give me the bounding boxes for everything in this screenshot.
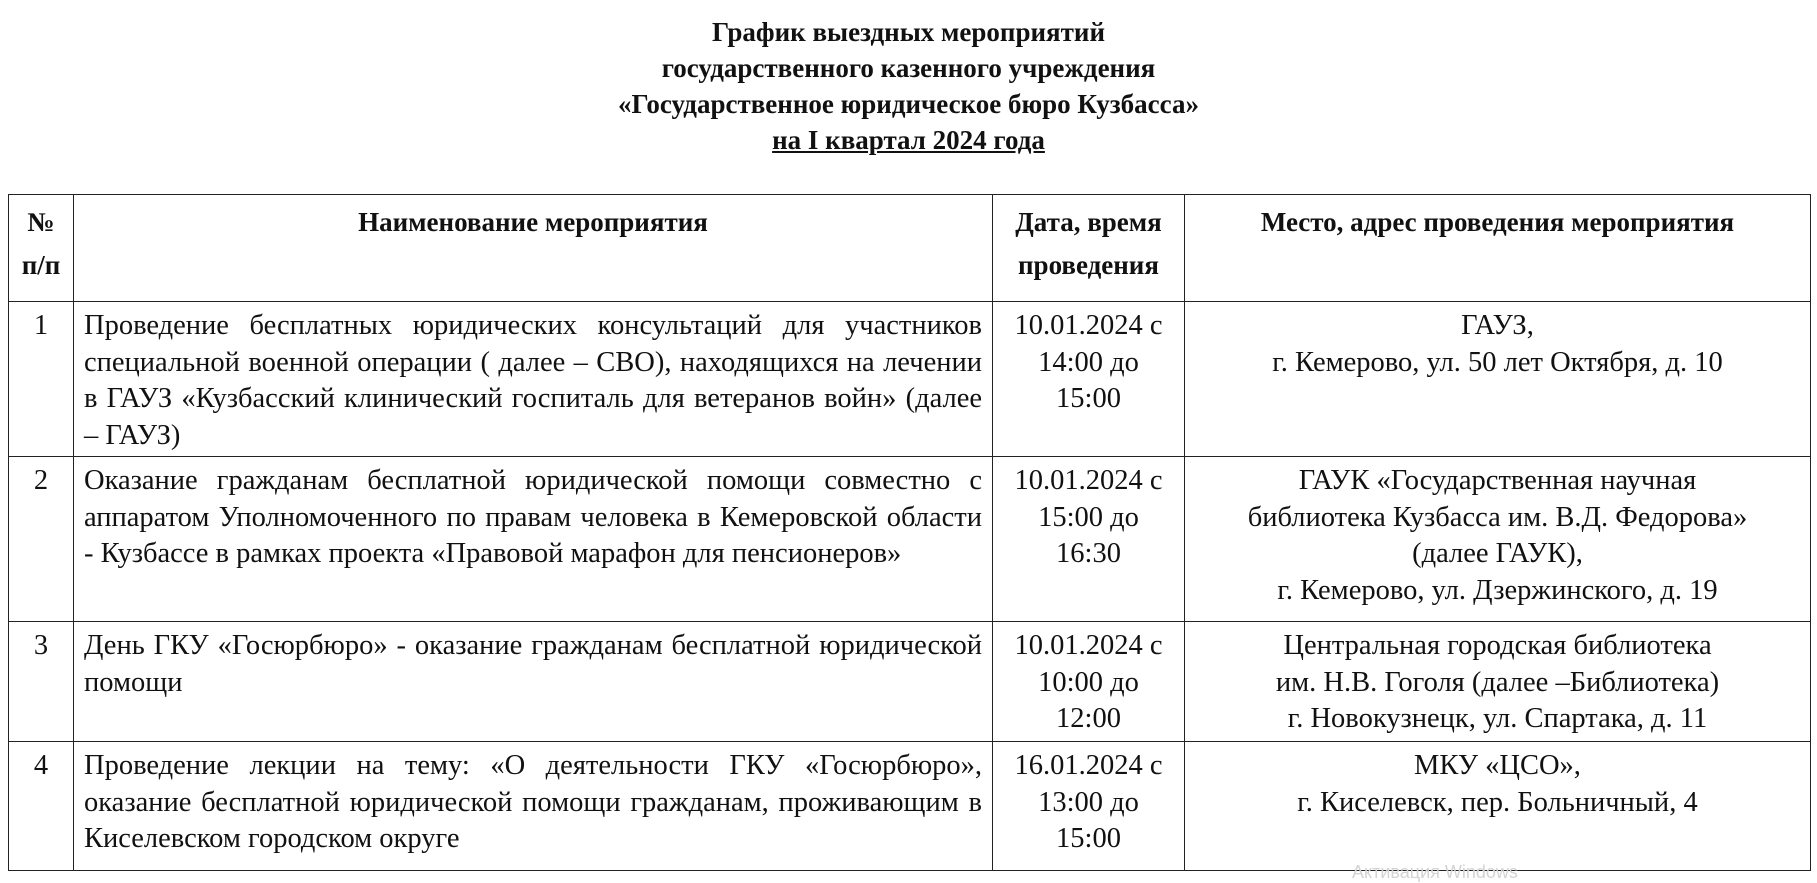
windows-activation-watermark: Активация Windows (1352, 862, 1518, 882)
header-place: Место, адрес проведения мероприятия (1185, 195, 1811, 302)
event-name: Оказание гражданам бесплатной юридической помощи совместно с аппаратом Уполномоченного по правам человека в Кемеровской области - Кузбассе в рамках проекта «Правовой марафон для пенсионеров» (74, 457, 993, 622)
event-name: День ГКУ «Госюрбюро» - оказание гражданам бесплатной юридической помощи (74, 622, 993, 742)
event-place: МКУ «ЦСО», г. Киселевск, пер. Больничный, 4 (1185, 742, 1811, 871)
title-line-4: на I квартал 2024 года (772, 125, 1045, 155)
event-date-time: 10.01.2024 с 14:00 до 15:00 (993, 302, 1185, 457)
table-row (9, 457, 1811, 622)
row-number: 4 (9, 742, 74, 871)
event-date-time: 10.01.2024 с 10:00 до 12:00 (993, 622, 1185, 742)
event-place: ГАУЗ, г. Кемерово, ул. 50 лет Октября, д. 10 (1185, 302, 1811, 457)
schedule-table (8, 194, 1811, 871)
title-line-3: «Государственное юридическое бюро Кузбасса» (618, 89, 1199, 119)
document-title (0, 14, 1817, 158)
event-place: ГАУК «Государственная научная библиотека Кузбасса им. В.Д. Федорова» (далее ГАУК), г. Кемерово, ул. Дзержинского, д. 19 (1185, 457, 1811, 622)
header-date-time: Дата, время проведения (993, 195, 1185, 302)
event-name: Проведение бесплатных юридических консультаций для участников специальной военной операции ( далее – СВО), находящихся на лечении в ГАУЗ «Кузбасский клинический госпиталь для ветеранов войн» (далее – ГАУЗ) (74, 302, 993, 457)
table-row (9, 622, 1811, 742)
row-number: 1 (9, 302, 74, 457)
header-event-name: Наименование мероприятия (74, 195, 993, 302)
row-number: 2 (9, 457, 74, 622)
event-name: Проведение лекции на тему: «О деятельности ГКУ «Госюрбюро», оказание бесплатной юридической помощи гражданам, проживающим в Киселевском городском округе (74, 742, 993, 871)
event-date-time: 10.01.2024 с 15:00 до 16:30 (993, 457, 1185, 622)
header-number: № п/п (9, 195, 74, 302)
table-row (9, 742, 1811, 871)
title-line-1: График выездных мероприятий (711, 17, 1106, 47)
title-line-2: государственного казенного учреждения (661, 53, 1156, 83)
event-place: Центральная городская библиотека им. Н.В. Гоголя (далее –Библиотека) г. Новокузнецк, ул. Спартака, д. 11 (1185, 622, 1811, 742)
table-row (9, 302, 1811, 457)
row-number: 3 (9, 622, 74, 742)
event-date-time: 16.01.2024 с 13:00 до 15:00 (993, 742, 1185, 871)
table-header-row (9, 195, 1811, 302)
